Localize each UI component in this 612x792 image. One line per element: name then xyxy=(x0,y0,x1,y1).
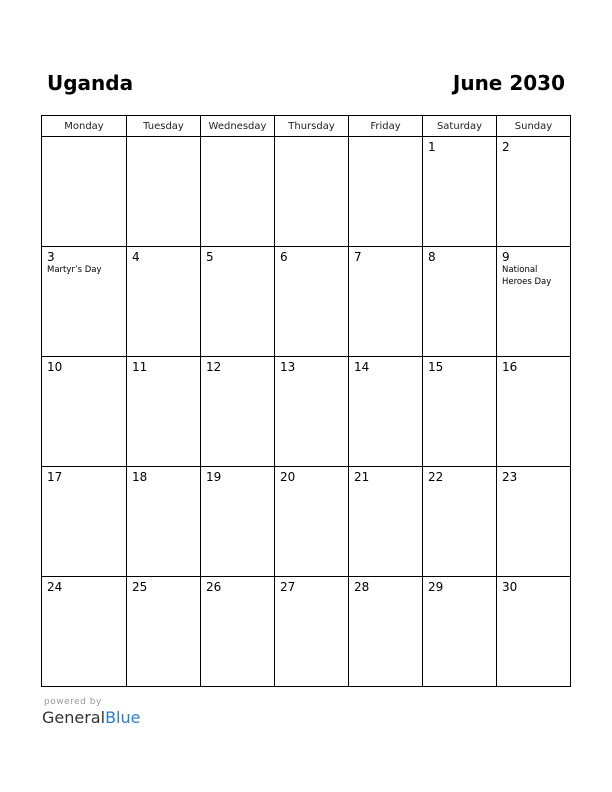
day-number: 15 xyxy=(428,360,444,374)
day-number: 24 xyxy=(47,580,63,594)
day-cell xyxy=(127,247,201,357)
day-number xyxy=(201,137,274,140)
day-cell xyxy=(201,577,275,687)
day-number: 1 xyxy=(428,140,436,154)
day-cell xyxy=(127,577,201,687)
weekday-header: Wednesday xyxy=(201,116,275,137)
day-number: 20 xyxy=(280,470,296,484)
day-number xyxy=(275,137,348,140)
month-year-title: June 2030 xyxy=(452,71,565,95)
day-number xyxy=(349,137,422,140)
day-number: 17 xyxy=(47,470,63,484)
day-cell xyxy=(497,577,571,687)
weekday-header: Tuesday xyxy=(127,116,201,137)
day-cell xyxy=(497,467,571,577)
week-row xyxy=(42,467,571,577)
day-number: 6 xyxy=(280,250,288,264)
empty-day-cell xyxy=(275,137,349,247)
weekday-header: Saturday xyxy=(423,116,497,137)
day-number xyxy=(42,137,126,140)
holiday-label: Martyr’s Day xyxy=(47,265,102,275)
day-cell xyxy=(201,357,275,467)
day-number: 5 xyxy=(206,250,214,264)
empty-day-cell xyxy=(349,137,423,247)
day-number: 26 xyxy=(206,580,222,594)
calendar-grid xyxy=(41,115,571,687)
day-cell xyxy=(423,577,497,687)
day-cell xyxy=(201,247,275,357)
week-row xyxy=(42,137,571,247)
day-cell xyxy=(42,467,127,577)
day-cell xyxy=(349,467,423,577)
day-number: 10 xyxy=(47,360,63,374)
day-cell xyxy=(42,247,127,357)
holiday-label: National Heroes Day xyxy=(502,265,552,287)
day-number: 29 xyxy=(428,580,444,594)
day-number: 3 xyxy=(47,250,55,264)
empty-day-cell xyxy=(127,137,201,247)
day-number: 14 xyxy=(354,360,370,374)
day-number: 9 xyxy=(502,250,510,264)
day-cell xyxy=(275,357,349,467)
day-cell xyxy=(423,247,497,357)
day-number: 12 xyxy=(206,360,222,374)
day-cell xyxy=(275,577,349,687)
day-cell xyxy=(201,467,275,577)
day-cell xyxy=(127,357,201,467)
brand-blue-text: Blue xyxy=(105,708,141,727)
day-number: 7 xyxy=(354,250,362,264)
day-number: 11 xyxy=(132,360,148,374)
day-number: 13 xyxy=(280,360,296,374)
weekday-header-row xyxy=(42,116,571,137)
day-cell xyxy=(349,577,423,687)
day-cell xyxy=(349,357,423,467)
generalblue-logo[interactable] xyxy=(42,708,140,727)
day-cell xyxy=(423,467,497,577)
powered-by-label: powered by xyxy=(44,697,102,707)
day-number: 25 xyxy=(132,580,148,594)
day-cell xyxy=(349,247,423,357)
day-cell xyxy=(275,247,349,357)
day-number: 8 xyxy=(428,250,436,264)
day-cell xyxy=(127,467,201,577)
day-number: 30 xyxy=(502,580,518,594)
day-number xyxy=(127,137,200,140)
day-number: 22 xyxy=(428,470,444,484)
day-number: 23 xyxy=(502,470,518,484)
week-row xyxy=(42,247,571,357)
day-cell xyxy=(497,137,571,247)
brand-general-text: General xyxy=(42,708,106,727)
empty-day-cell xyxy=(42,137,127,247)
day-number: 2 xyxy=(502,140,510,154)
weekday-header: Sunday xyxy=(497,116,571,137)
day-cell xyxy=(42,357,127,467)
day-number: 19 xyxy=(206,470,222,484)
day-cell xyxy=(497,247,571,357)
day-number: 18 xyxy=(132,470,148,484)
week-row xyxy=(42,357,571,467)
day-cell xyxy=(42,577,127,687)
country-title: Uganda xyxy=(47,71,134,95)
day-cell xyxy=(275,467,349,577)
day-number: 16 xyxy=(502,360,518,374)
day-cell xyxy=(497,357,571,467)
weekday-header: Friday xyxy=(349,116,423,137)
week-row xyxy=(42,577,571,687)
empty-day-cell xyxy=(201,137,275,247)
day-number: 28 xyxy=(354,580,370,594)
day-cell xyxy=(423,357,497,467)
weekday-header: Monday xyxy=(42,116,127,137)
day-number: 4 xyxy=(132,250,140,264)
day-cell xyxy=(423,137,497,247)
day-number: 21 xyxy=(354,470,370,484)
weekday-header: Thursday xyxy=(275,116,349,137)
day-number: 27 xyxy=(280,580,296,594)
